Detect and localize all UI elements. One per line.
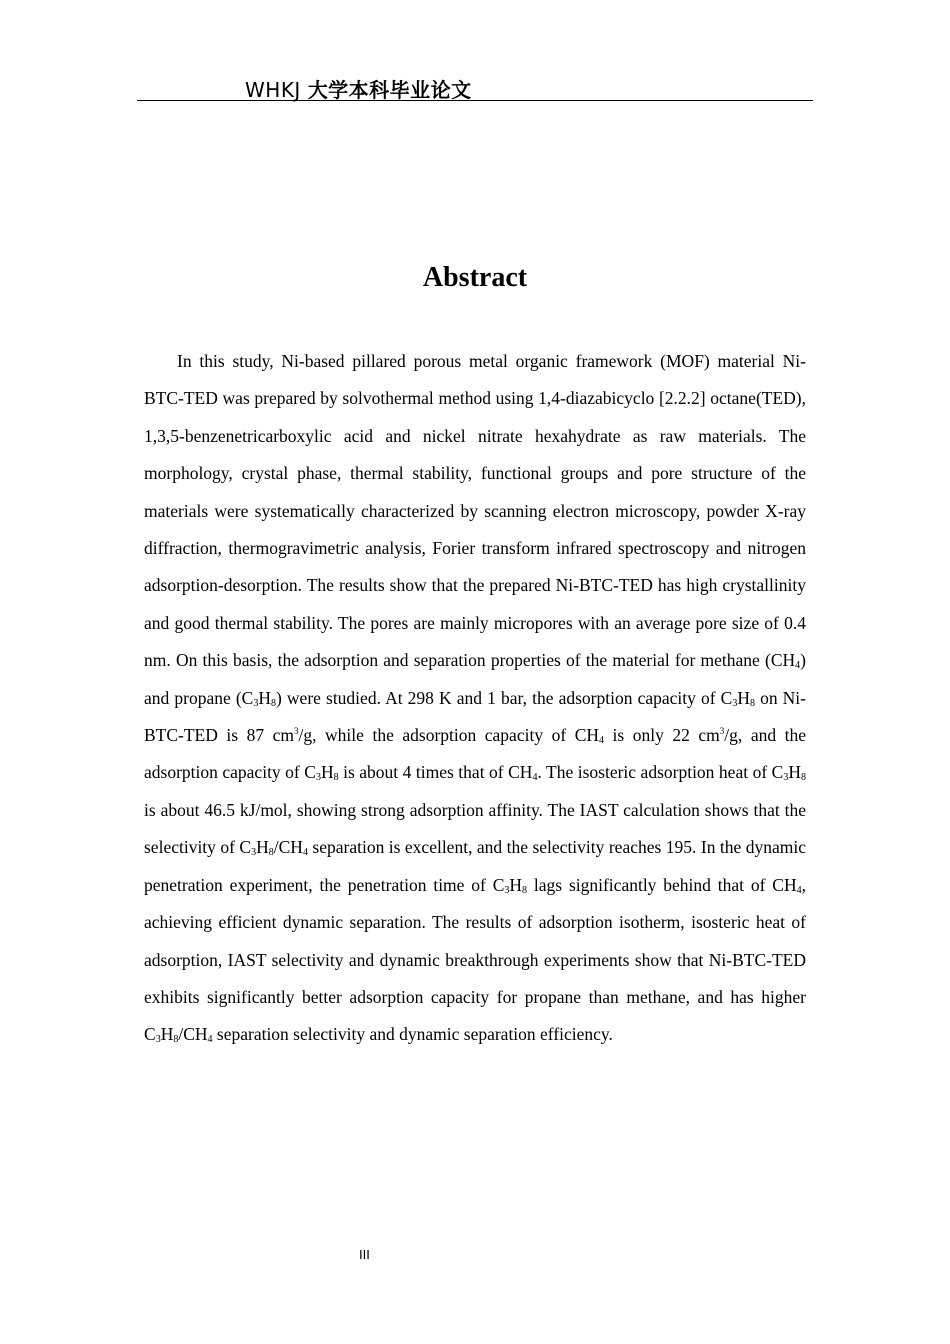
abstract-title: Abstract: [422, 262, 528, 293]
page-number: III: [359, 1247, 370, 1262]
header-rule: [137, 100, 813, 101]
running-header: [245, 74, 472, 103]
abstract-body: In this study, Ni-based pillared porous metal organic framework (MOF) material Ni-BTC-TED was prepared by solvothermal method using 1,4-diazabicyclo [2.2.2] octane(TED), 1,3,5-benzenetricarboxylic acid and nickel nitrate hexahydrate as raw materials. The morphology, crystal phase, thermal stability, functional groups and pore structure of the materials were systematically characterized by scanning electron microscopy, powder X-ray diffraction, thermogravimetric analysis, Forier transform infrared spectroscopy and nitrogen adsorption-desorption. The results show that the prepared Ni-BTC-TED has high crystallinity and good thermal stability. The pores are mainly micropores with an average pore size of 0.4 nm. On this basis, the adsorption and separation properties of the material for methane $(CH_4)$ and propane $(C_3H_8)$ were studied. At 298 K and 1 bar, the adsorption capacity of $C_3H_8$ on Ni-BTC-TED is 87 $cm^3/g$, while the adsorption capacity of $CH_4$ is only 22 $cm^3/g$, and the adsorption capacity of $C_3H_8$ is about 4 times that of $CH_4$. The isosteric adsorption heat of $C_3H_8$ is about 46.5 kJ/mol, showing strong adsorption affinity. The IAST calculation shows that the selectivity of $C_3H_8/CH_4$ separation is excellent, and the selectivity reaches 195. In the dynamic penetration experiment, the penetration time of $C_3H_8$ lags significantly behind that of $CH_4$, achieving efficient dynamic separation. The results of adsorption isotherm, isosteric heat of adsorption, IAST selectivity and dynamic breakthrough experiments show that Ni-BTC-TED exhibits significantly better adsorption capacity for propane than methane, and has higher $C_3H_8/CH_4$ separation selectivity and dynamic separation efficiency.: [144, 351, 806, 1046]
header-title-zh: 大学本科毕业论文: [307, 78, 472, 102]
header-prefix: WHKJ: [245, 78, 301, 102]
